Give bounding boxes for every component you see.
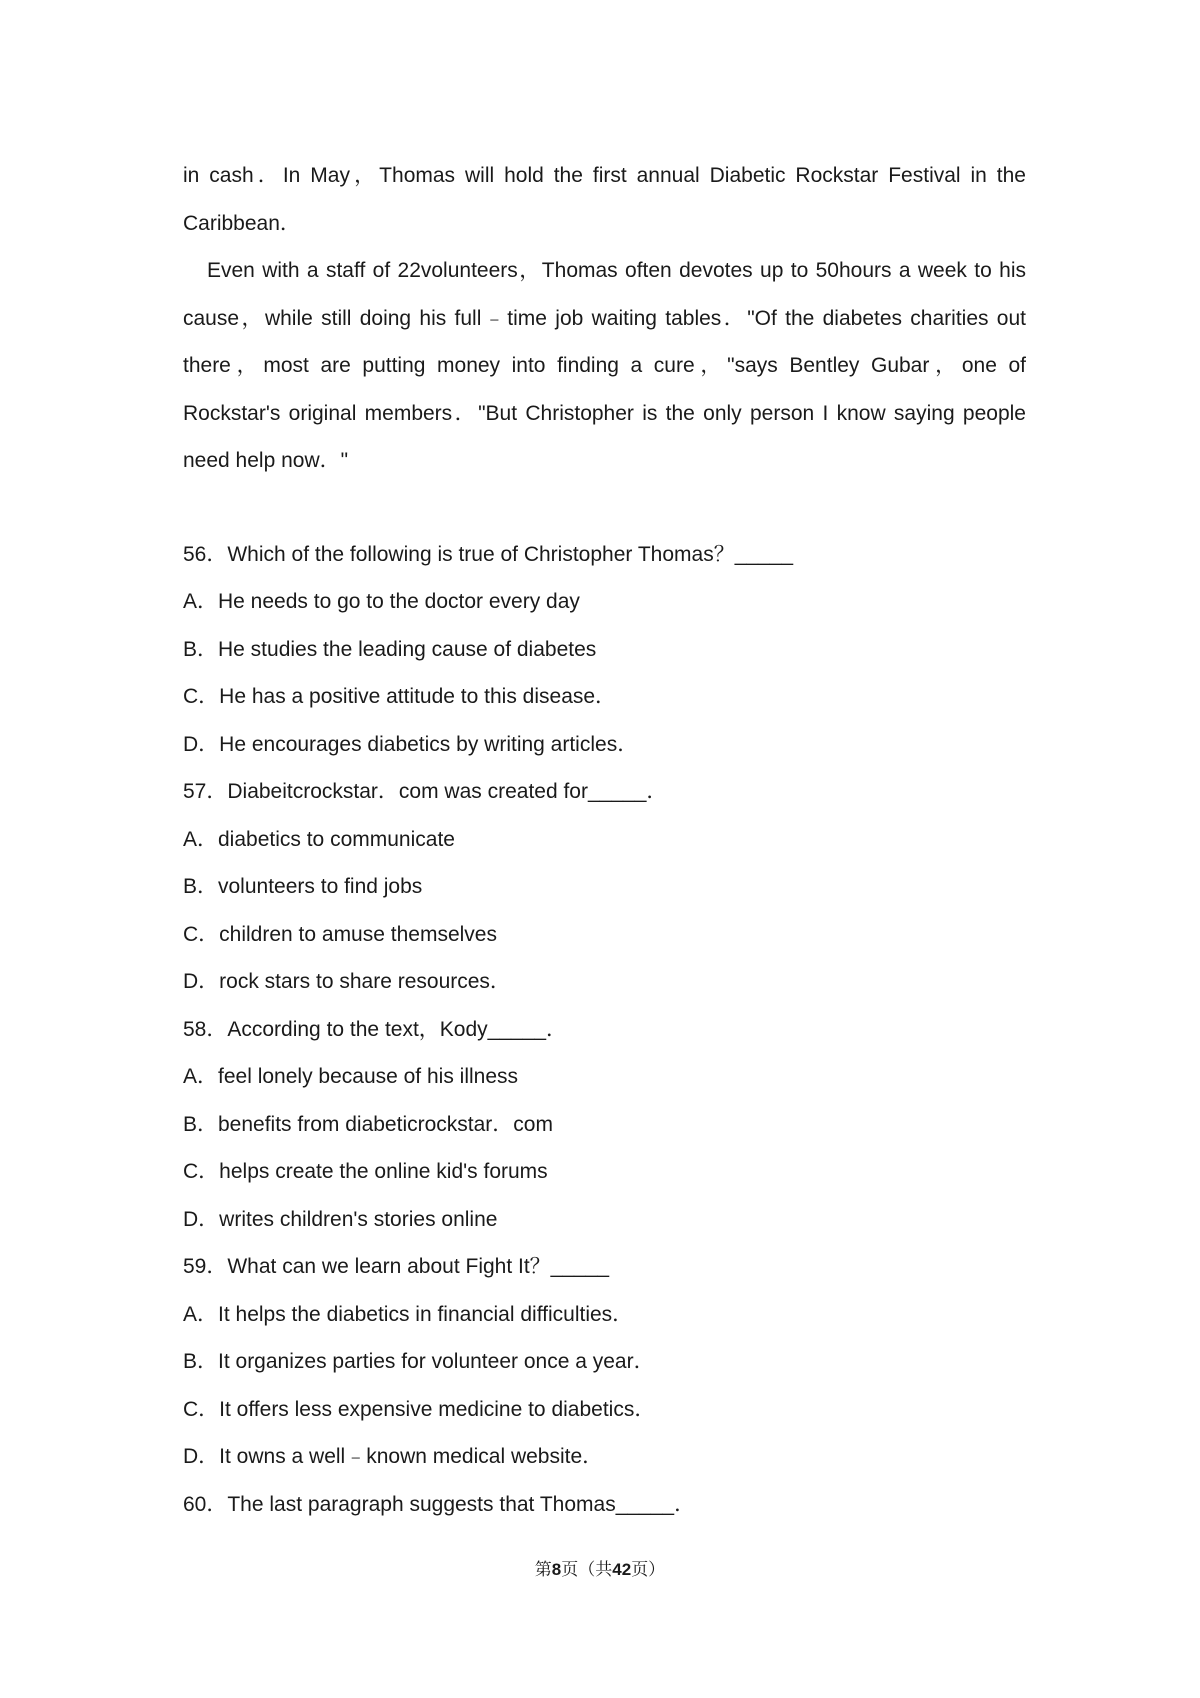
question-58-option-b: B．benefits from diabeticrockstar．com <box>183 1112 553 1136</box>
question-59-option-c: C．It offers less expensive medicine to diabetics． <box>183 1397 656 1421</box>
question-58-option-c: C．helps create the online kid's forums <box>183 1160 548 1183</box>
question-56-option-a: A．He needs to go to the doctor every day <box>183 590 580 613</box>
question-list <box>183 531 1026 1529</box>
footer-suffix: 页） <box>631 1560 666 1580</box>
question-57-option-c: C．children to amuse themselves <box>183 922 497 946</box>
question-56-option-c: C．He has a positive attitude to this disease． <box>183 685 617 708</box>
question-60-stem: 60．The last paragraph suggests that Thomas_____． <box>183 1492 696 1516</box>
question-57-option-a: A．diabetics to communicate <box>183 827 455 851</box>
question-59-option-b: B．It organizes parties for volunteer once a year． <box>183 1350 655 1373</box>
question-59-option-d: D．It owns a well﹣known medical website． <box>183 1445 604 1468</box>
question-56-stem: 56．Which of the following is true of Christopher Thomas？_____ <box>183 542 794 566</box>
footer-middle: 页（共 <box>561 1560 613 1580</box>
footer-total-pages: 42 <box>612 1560 632 1579</box>
question-56-option-d: D．He encourages diabetics by writing articles． <box>183 732 639 756</box>
section-gap <box>183 485 1026 531</box>
question-58-stem: 58．According to the text，Kody_____． <box>183 1017 568 1041</box>
passage-paragraph-1: in cash．In May，Thomas will hold the first annual Diabetic Rockstar Festival in the Caribbean． <box>183 164 1026 235</box>
question-59-stem: 59．What can we learn about Fight It？_____ <box>183 1255 610 1278</box>
question-56-option-b: B．He studies the leading cause of diabetes <box>183 637 597 661</box>
passage-paragraph-2: Even with a staff of 22volunteers，Thomas often devotes up to 50hours a week to his cause，while still doing his full﹣time job waiting tables．"Of the diabetes charities out there，most are putting money into finding a cure，"says Bentley Gubar，one of Rockstar's original members．"But Christopher is the only person I know saying people need help now．" <box>183 259 1026 472</box>
page-footer <box>0 1555 1200 1580</box>
question-59-option-a: A．It helps the diabetics in financial difficulties． <box>183 1302 634 1326</box>
page-content <box>183 152 1026 1528</box>
question-58-option-d: D．writes children's stories online <box>183 1207 498 1231</box>
question-58-option-a: A．feel lonely because of his illness <box>183 1065 519 1088</box>
question-57-option-b: B．volunteers to find jobs <box>183 875 423 898</box>
question-57-option-d: D．rock stars to share resources． <box>183 970 511 993</box>
question-57-stem: 57．Diabeitcrockstar．com was created for_____． <box>183 780 668 803</box>
footer-page-number: 8 <box>551 1560 562 1579</box>
footer-prefix: 第 <box>534 1560 552 1580</box>
